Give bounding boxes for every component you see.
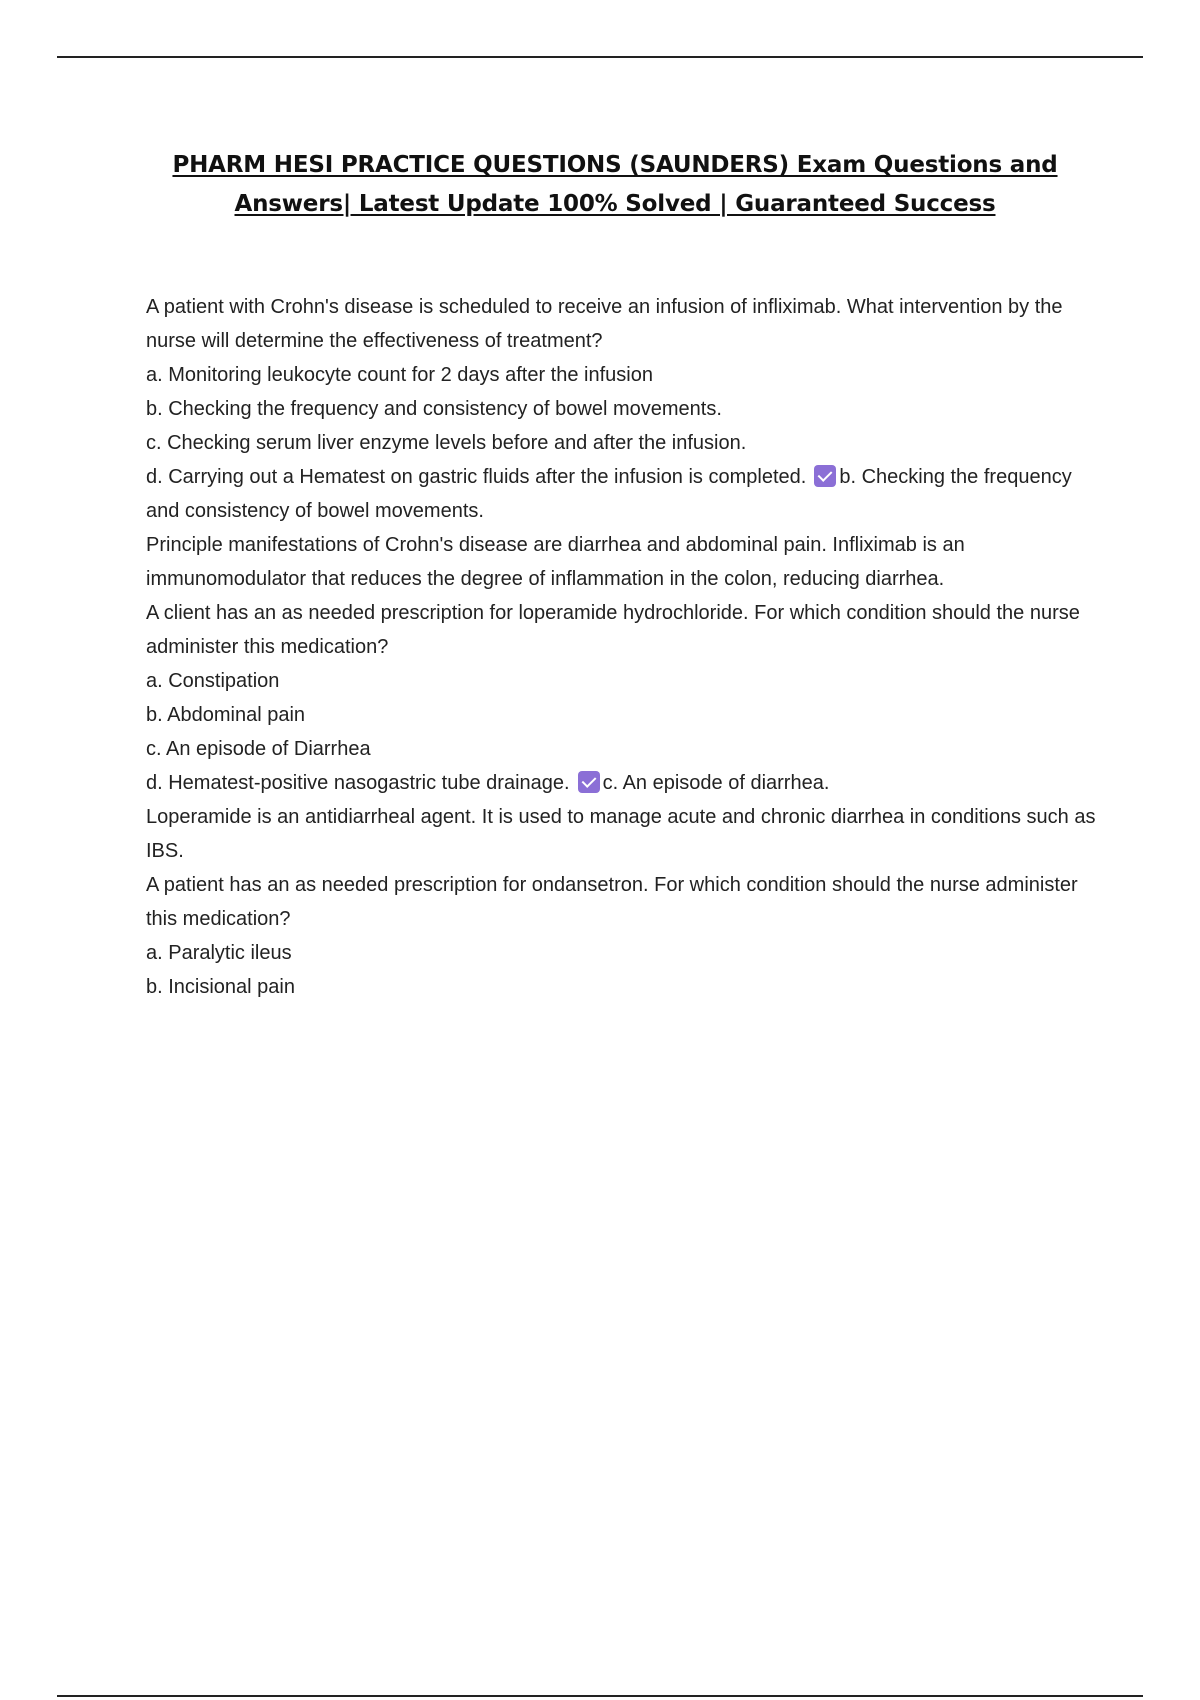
question-1-option-b: b. Checking the frequency and consistency of bowel movements. [146,398,722,420]
top-rule [57,56,1143,58]
question-1-option-d-with-answer [146,460,1096,528]
question-1-rationale: Principle manifestations of Crohn's disease are diarrhea and abdominal pain. Infliximab is an immunomodulator that reduces the degree of inflammation in the colon, reducing diarrhea. [146,534,965,590]
document-title [100,146,1130,224]
bottom-rule [57,1695,1143,1697]
questions-content [146,290,1096,1004]
question-2-option-a: a. Constipation [146,670,280,692]
checkbox-checked-icon [578,771,600,793]
question-2-option-b: b. Abdominal pain [146,704,306,726]
question-2-option-d-with-answer [146,766,1096,800]
question-2-answer: c. An episode of diarrhea. [602,772,830,794]
question-1-stem: A patient with Crohn's disease is scheduled to receive an infusion of infliximab. What intervention by the nurse will determine the effectiveness of treatment? [146,296,1063,352]
question-3-option-a: a. Paralytic ileus [146,942,292,964]
question-1-option-a: a. Monitoring leukocyte count for 2 days after the infusion [146,364,653,386]
question-3-option-b: b. Incisional pain [146,976,295,998]
question-2-stem: A client has an as needed prescription for loperamide hydrochloride. For which condition should the nurse administer this medication? [146,602,1080,658]
question-2-option-c: c. An episode of Diarrhea [146,738,371,760]
question-1-option-d: d. Carrying out a Hematest on gastric fluids after the infusion is completed. [146,466,807,488]
question-2-option-d: d. Hematest-positive nasogastric tube drainage. [146,772,570,794]
question-1-answer: b. Checking the frequency and consistency of bowel movements. [146,466,1072,522]
title-line-1: PHARM HESI PRACTICE QUESTIONS (SAUNDERS) Exam Questions and [172,152,1058,178]
question-3-stem: A patient has an as needed prescription for ondansetron. For which condition should the nurse administer this medication? [146,874,1078,930]
checkbox-checked-icon [814,465,836,487]
question-1-option-c: c. Checking serum liver enzyme levels before and after the infusion. [146,432,747,454]
question-2-rationale: Loperamide is an antidiarrheal agent. It is used to manage acute and chronic diarrhea in conditions such as IBS. [146,806,1096,862]
title-line-2: Answers| Latest Update 100% Solved | Guaranteed Success [234,191,996,217]
